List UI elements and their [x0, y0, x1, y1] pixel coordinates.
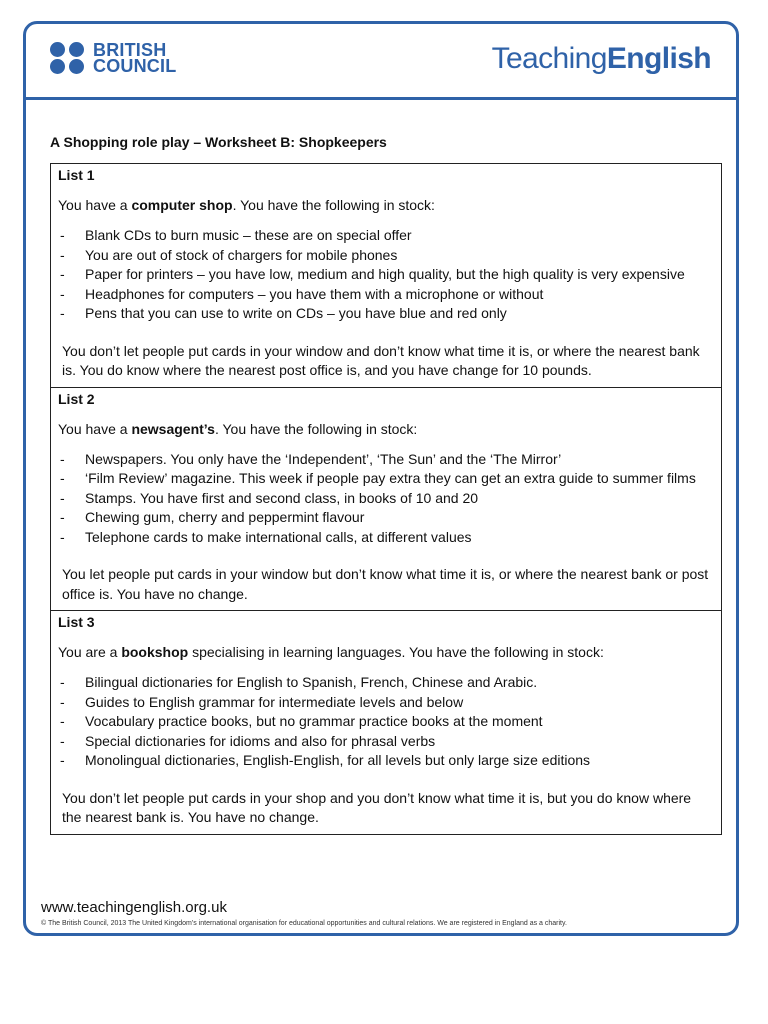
copyright-notice: © The British Council, 2013 The United Kingdom’s international organisation for educational opportunities and cultural relations. We are registered in England as a charity.	[41, 920, 567, 927]
list-item: - Newspapers. You only have the ‘Independent’, ‘The Sun’ and the ‘The Mirror’	[58, 450, 713, 470]
te-logo-bold: English	[606, 42, 711, 75]
teaching-english-logo	[492, 42, 711, 76]
lists-table	[50, 163, 722, 835]
list-item: - Pens that you can use to write on CDs – you have blue and red only	[58, 304, 713, 324]
list-intro: You have a computer shop. You have the following in stock:	[58, 197, 435, 213]
list-item: - Vocabulary practice books, but no grammar practice books at the moment	[58, 712, 713, 732]
list-closing: You don’t let people put cards in your shop and you don’t know what time it is, but you do know where the nearest bank is. You have no change.	[62, 789, 692, 825]
list-heading: List 3	[58, 614, 95, 630]
list-intro: You have a newsagent’s. You have the following in stock:	[58, 420, 418, 437]
list-item: - Telephone cards to make international calls, at different values	[58, 528, 713, 548]
list-heading: List 2	[58, 390, 95, 407]
list-heading: List 1	[58, 167, 95, 183]
list-item: - You are out of stock of chargers for mobile phones	[58, 246, 713, 266]
list-item: - Blank CDs to burn music – these are on special offer	[58, 226, 713, 246]
list-closing: You let people put cards in your window but don’t know what time it is, or where the nearest bank or post office is. You have no change.	[62, 566, 709, 602]
list-intro: You are a bookshop specialising in learning languages. You have the following in stock:	[58, 644, 604, 660]
te-logo-light: Teaching	[491, 42, 607, 75]
list-item: - Paper for printers – you have low, medium and high quality, but the high quality is very expensive	[58, 265, 713, 285]
bc-logo-line2: COUNCIL	[93, 56, 177, 76]
list-item: - Stamps. You have first and second class, in books of 10 and 20	[58, 489, 713, 509]
header-divider	[23, 97, 739, 100]
list-item: - Monolingual dictionaries, English-English, for all levels but only large size editions	[58, 751, 713, 771]
website-link[interactable]: www.teachingenglish.org.uk	[41, 899, 227, 916]
stock-list	[58, 450, 713, 548]
stock-list	[58, 673, 713, 771]
list-item: - Chewing gum, cherry and peppermint flavour	[58, 508, 713, 528]
list-box-2	[51, 388, 721, 612]
list-item: - Special dictionaries for idioms and also for phrasal verbs	[58, 732, 713, 752]
british-council-dots-icon	[50, 42, 87, 75]
british-council-logo	[50, 40, 176, 76]
stock-list	[58, 226, 713, 324]
list-item: - Guides to English grammar for intermediate levels and below	[58, 693, 713, 713]
list-item: - ‘Film Review’ magazine. This week if people pay extra they can get an extra guide to summer films	[58, 469, 713, 489]
list-box-1	[51, 164, 721, 388]
list-closing: You don’t let people put cards in your window and don’t know what time it is, or where the nearest bank is. You do know where the nearest post office is, and you have change for 10 pounds.	[62, 342, 700, 378]
list-item: - Bilingual dictionaries for English to Spanish, French, Chinese and Arabic.	[58, 673, 713, 693]
list-item: - Headphones for computers – you have them with a microphone or without	[58, 285, 713, 305]
bc-logo-line1: BRITISH	[93, 40, 167, 60]
worksheet-title: A Shopping role play – Worksheet B: Shopkeepers	[50, 134, 387, 150]
list-box-3	[51, 611, 721, 835]
